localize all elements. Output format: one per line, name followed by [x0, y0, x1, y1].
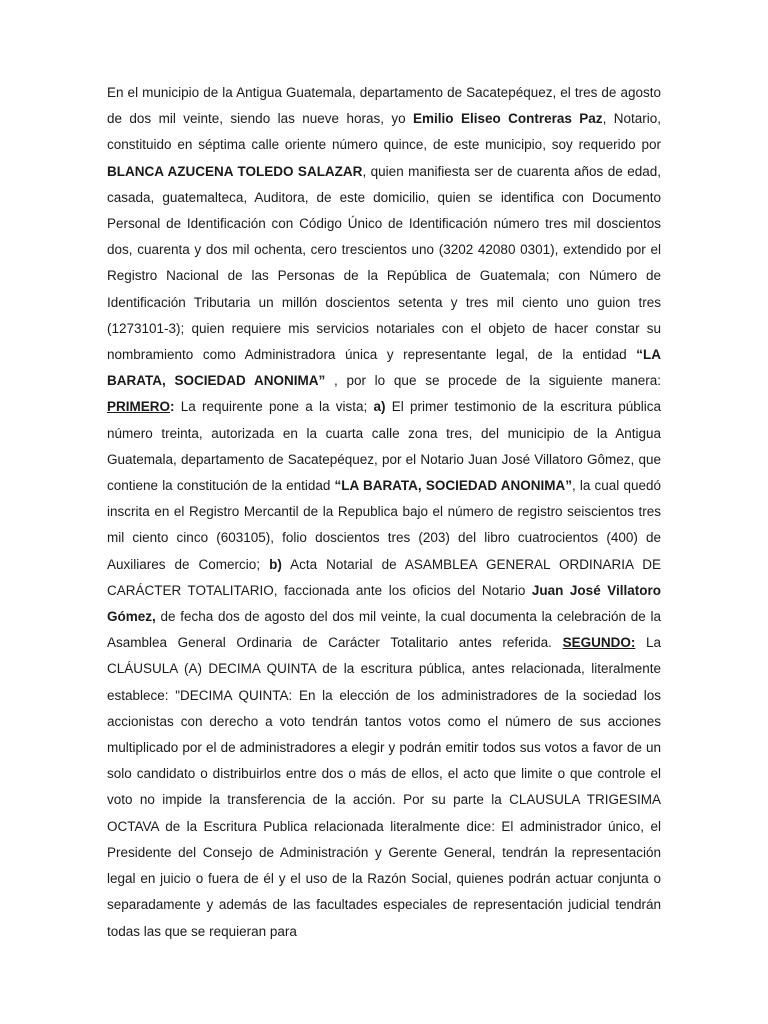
notarial-act-paragraph [107, 80, 661, 945]
text-run: , por lo que se procede de la siguiente manera: [325, 373, 661, 389]
text-run: de fecha dos de agosto del dos mil veinte, la cual documenta la celebración de la Asamblea General Ordinaria de Carácter Totalitario antes referida. [107, 609, 661, 651]
notary-name: Emilio Eliseo Contreras Paz [413, 111, 603, 127]
document-body [107, 80, 661, 945]
text-run: , la cual quedó inscrita en el Registro Mercantil de la Republica bajo el número de registro seiscientos tres mil ciento cinco (603105), folio doscientos tres (203) del libro cuatrocientos (400) de Auxiliares de Comercio; [107, 478, 661, 572]
text-run: En el municipio de la Antigua Guatemala, departamento de Sacatepéquez, el tres de agosto de dos mil veinte, siendo las nueve horas, yo [107, 85, 661, 127]
requester-name: BLANCA AZUCENA TOLEDO SALAZAR [107, 163, 363, 179]
entity-name: “LA BARATA, SOCIEDAD ANONIMA” [334, 478, 572, 494]
text-run: La requirente pone a la vista; [174, 399, 374, 415]
section-heading-primero: PRIMERO [107, 399, 171, 415]
section-heading-segundo: SEGUNDO: [562, 635, 636, 651]
notary-name-secondary: Juan José Villatoro Gómez, [107, 582, 661, 625]
text-run: El primer testimonio de la escritura pública número treinta, autorizada en la cuarta calle zona tres, del municipio de la Antigua Guatemala, departamento de Sacatepéquez, por el Notario Juan José Villatoro Gômez, que contiene la constitución de la entidad [107, 399, 661, 494]
item-marker-b: b) [269, 556, 282, 572]
text-run: La CLÁUSULA (A) DECIMA QUINTA de la escritura pública, antes relacionada, literalmente establece: "DECIMA QUINTA: En la elección de los administradores de la sociedad los accionistas con derecho a voto tendrán tantos votos como el número de sus acciones multiplicado por el de administradores a elegir y podrán emitir todos sus votos a favor de un solo candidato o distribuirlos entre dos o más de ellos, el acto que limite o que controle el voto no impide la transferencia de la acción. Por su parte la CLAUSULA TRIGESIMA OCTAVA de la Escritura Publica relacionada literalmente dice: El administrador único, el Presidente del Consejo de Administración y Gerente General, tendrán la representación legal en juicio o fuera de él y el uso de la Razón Social, quienes podrán actuar conjunta o separadamente y además de las facultades especiales de representación judicial tendrán todas las que se requieran para [107, 635, 661, 939]
heading-colon: : [170, 399, 175, 415]
text-run: Acta Notarial de ASAMBLEA GENERAL ORDINARIA DE CARÁCTER TOTALITARIO, faccionada ante los oficios del Notario [107, 556, 661, 598]
item-marker-a: a) [373, 399, 386, 415]
text-run: , Notario, constituido en séptima calle oriente número quince, de este municipio, soy requerido por [107, 111, 661, 153]
text-run: , quien manifiesta ser de cuarenta años de edad, casada, guatemalteca, Auditora, de este domicilio, quien se identifica con Documento Personal de Identificación con Código Único de Identificación número tres mil doscientos dos, cuarenta y dos mil ochenta, cero trescientos uno (3202 42080 0301), extendido por el Registro Nacional de las Personas de la República de Guatemala; con Número de Identificación Tributaria un millón doscientos setenta y tres mil ciento uno guion tres (1273101-3); quien requiere mis servicios notariales con el objeto de hacer constar su nombramiento como Administradora única y representante legal, de la entidad [107, 163, 661, 363]
entity-name: “LA BARATA, SOCIEDAD ANONIMA” [107, 347, 661, 389]
